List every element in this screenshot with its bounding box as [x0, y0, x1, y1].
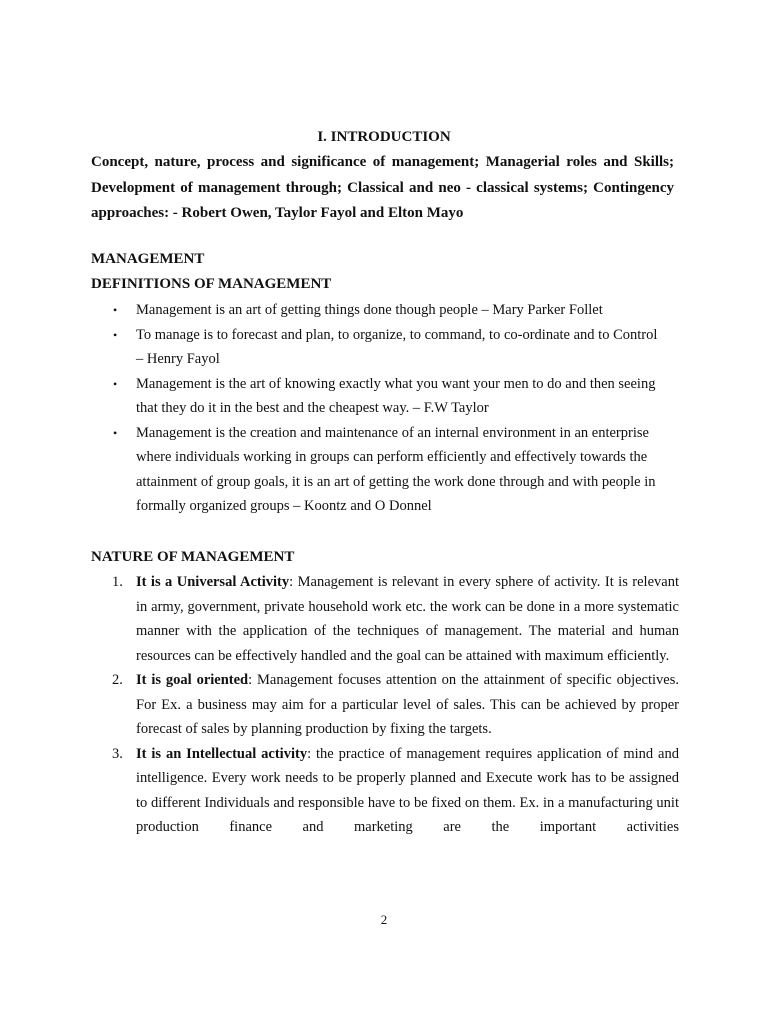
nature-item [0, 570, 679, 668]
chapter-title: I. INTRODUCTION [317, 129, 451, 145]
definition-text: Management is the art of knowing exactly what you want your men to do and then seeing that they do it in the best and the cheapest way. – F.W Taylor [136, 375, 656, 416]
item-text: : the practice of management requires application of mind and intelligence. Every work needs to be properly planned and Execute work has to be assigned to different Individuals and responsible have to be fixed on them. Ex. in a manufacturing unit production finance and marketing are the important activities [136, 745, 679, 835]
item-number: 2. [112, 672, 123, 688]
item-term: It is an Intellectual activity [136, 745, 308, 762]
definition-text: Management is the creation and maintenance of an internal environment in an enterprise where individuals working in groups can perform efficiently and effectively towards the attainment of group goals, it is an art of getting the work done through and with people in formally organized groups – Koontz and O Donnel [136, 424, 656, 514]
nature-item [0, 742, 679, 840]
item-number: 1. [112, 574, 123, 590]
definition-item [0, 372, 666, 421]
bullet-icon: • [113, 327, 118, 342]
heading-nature: NATURE OF MANAGEMENT [91, 549, 295, 565]
item-text: : Management focuses attention on the attainment of specific objectives. For Ex. a business may aim for a particular level of sales. This can be achieved by proper forecast of sales by planning production by fixing the targets. [136, 672, 680, 737]
definition-item [0, 298, 666, 323]
nature-item [0, 668, 679, 742]
item-term: It is goal oriented [136, 672, 249, 688]
bullet-icon: • [113, 425, 118, 440]
heading-definitions: DEFINITIONS OF MANAGEMENT [91, 276, 332, 292]
definition-text: Management is an art of getting things done though people – Mary Parker Follet [136, 302, 603, 318]
definition-item [0, 421, 666, 519]
page-number: 2 [380, 912, 388, 927]
definitions-list [0, 298, 768, 519]
bullet-icon: • [113, 376, 118, 391]
item-text: : Management is relevant in every sphere of activity. It is relevant in army, government, private household work etc. the work can be done in a more systematic manner with the application of the techniques of management. The material and human resources can be effectively handled and the goal can be attained with maximum efficiently. [136, 574, 679, 664]
item-term: It is a Universal Activity [136, 574, 290, 590]
definition-item [0, 323, 666, 372]
chapter-syllabus: Concept, nature, process and significance of management; Managerial roles and Skills; Development of management through; Classical and neo - classical systems; Contingency approaches: - Robert Owen, Taylor Fayol and Elton Mayo [91, 154, 674, 221]
nature-list [0, 570, 768, 840]
heading-management: MANAGEMENT [91, 251, 205, 267]
bullet-icon: • [113, 303, 118, 317]
item-number: 3. [112, 745, 123, 762]
definition-text: To manage is to forecast and plan, to organize, to command, to co-ordinate and to Control – Henry Fayol [136, 326, 658, 367]
